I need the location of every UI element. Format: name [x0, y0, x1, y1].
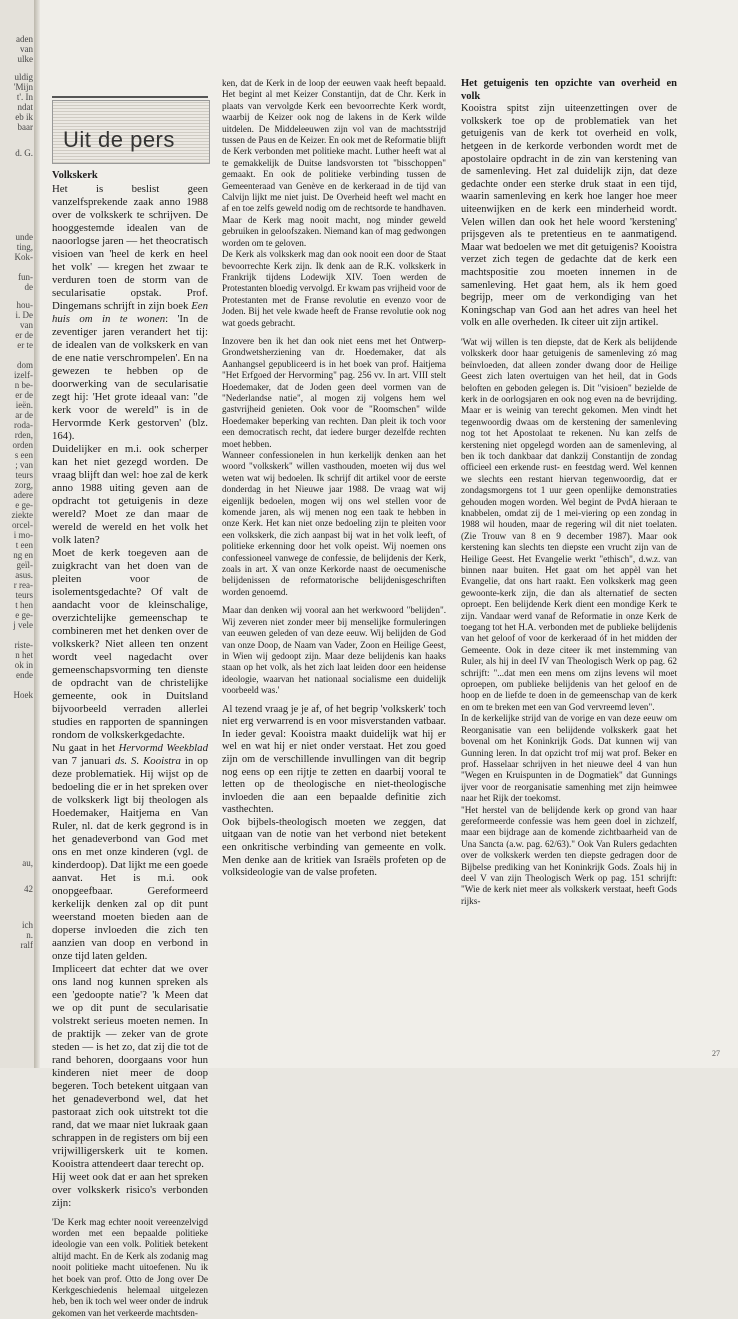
section-title: Uit de pers [63, 127, 175, 152]
bleed-fragment: s een [14, 450, 33, 460]
bleed-fragment: hou- [16, 300, 33, 310]
paragraph: Het is beslist geen vanzelfsprekende zaak anno 1988 over de volkskerk te schrijven. De hooggestemde idealen van de naoorlogse jaren — het theocratisch visioen van 'heel de kerk en heel het volk' — kregen het zwaar te verduren toen de storm van de secularisatie opstak. Prof. Dingemans schrijft in zijn boek Een huis om in te wonen: 'In de zeventiger jaren verandert het tij: de idealen van de volkskerk en van de ene natie verschrompelen'. En na gewezen te hebben op de doorwerking van de secularisatie zegt hij: 'Het grote ideaal van: "de kerk voor de wereld" is in de Hervormde Kerk gestorven' (blz. 164). [52, 182, 209, 442]
bleed-fragment: ende [16, 670, 33, 680]
quote-block: Inzovere ben ik het dan ook niet eens met het Ontwerp-Grondwetsherziening van dr. Hoedemaker, dat als Aanhangsel gepubliceerd is in het boek van prof. Haitjema "Het Erfgoed der Hervorming" pag. 256 vv. In art. VIII stelt Hoedemaker, dat de Joden geen deel vormen van de "Nederlandse natie", al mogen zij volgens hem wel gastvrijheid genieten. Ook voor de "Roomschen" wilde Hoedemaker beperking van rechten. Dan pleit ik toch voor een democratisch recht, dat iedere burger dezelfde rechten moet hebben. [222, 335, 446, 449]
bleed-fragment: i mo- [13, 530, 33, 540]
quote-block: In de kerkelijke strijd van de vorige en van deze eeuw om Reorganisatie van een belijdende volkskerk gaat het bovenal om het Koninkrijk Gods. Dat kunnen wij van Gunning leren. In dat opzicht trof mij wat prof. Beker en prof. Hasselaar schrijven in het nieuwe deel 4 van hun "Wegen en Kruispunten in de Dogmatiek" dat Gunnings ijver voor de reorganisatie samenhing met zijn heimwee naar het Rijk der toekomst. [461, 713, 677, 804]
bleed-fragment: j vele [13, 620, 33, 630]
paragraph: Impliceert dat echter dat we over ons land nog kunnen spreken als een 'gedoopte natie'? 'k Meen dat we op dit punt de secularisatie volstrekt serieus moeten nemen. In de praktijk — zeker van de grote steden — is het zo, dat zij die tot de rand behoren, doorgaans voor hun kinderen niet meer de doop begeren. Toch betekent uitgaan van het genadeverbond wel, dat het pastoraat zich ook uitstrekt tot die rand, dat we maar niet lukraak gaan schrappen in de registers om bij een vrijwilligerskerk uit te komen. Kooistra attendeert daar terecht op. [52, 962, 208, 1170]
bleed-fragment: teurs [15, 470, 33, 480]
column-3 [461, 78, 677, 907]
column-2 [222, 78, 446, 880]
bleed-fragment: 42 [24, 884, 33, 894]
bleed-fragment: Hoek [13, 690, 33, 700]
bleed-fragment: eb ik [15, 112, 33, 122]
column-1 [52, 170, 208, 1319]
column-1-body [52, 183, 208, 1210]
bleed-fragment: ulke [17, 54, 33, 64]
bleed-fragment: ich [22, 920, 33, 930]
bleed-fragment: ndat [17, 102, 33, 112]
previous-page-bleed [0, 0, 35, 1068]
quote-block: Wanneer confessionelen in hun kerkelijk denken aan het woord "volkskerk" willen vasthouden, moeten wij dus wel weten wat wij bedoelen. Ik schrijf dit artikel voor de eerste donderdag in het Nieuwe jaar 1988. De vraag wat wij eigenlijk bedoelen, mogen wij ons wel stellen voor de komende jaren, als wij menen nog een taak te hebben in onze Kerk. Het kan niet onze bedoeling zijn te pleiten voor een volkskerk, die zich aanpast bij wat in het volk leeft, of politieke erkenning door het volk opeist. Wij noemen ons confessioneel vanwege de confessie, de belijdenis der Kerk, zoals in art. X van onze Kerkorde naast de oecumenische belijdenissen de reformatorische belijdenisgeschriften worden genoemd. [222, 450, 446, 597]
quote-block: ken, dat de Kerk in de loop der eeuwen vaak heeft bepaald. Het begint al met Keizer Constantijn, dat de Chr. Kerk in plaats van vervolgde Kerk een bevoorrechte Kerk wordt, waarbij de Keizer ook nog de lakens in de Kerk wilde uitdelen. De Middeleeuwen zijn vol van de machtsstrijd tussen de Paus en de Keizer. En ook met de Reformatie blijft de Kerk verbonden met politieke macht. Luther heeft wat al te gemakkelijk de Duitse landsvorsten tot "bisschoppen" gemaakt. En ook de politieke verbinding tussen de Gemeenteraad van Genève en de kerkeraad in de tijd van Calvijn lijkt me niet juist. De Overheid heeft wel macht en af en toe zelfs geweld nodig om de rechtsorde te handhaven. Maar de Kerk mag nooit macht, nog minder geweld gebruiken in geloofszaken. Niemand kan of mag gedwongen worden om te geloven. [222, 78, 446, 248]
paragraph: Al tezend vraag je je af, of het begrip 'volkskerk' toch niet erg verwarrend is en voor misverstanden vatbaar. In ieder geval: Kooistra maakt duidelijk wat hij er wel en wat hij er niet onder verstaat. Het zou goed zijn om de verschillende invullingen van dit begrip nog eens op een rijtje te zetten en daarbij vooral te letten op de theologische en niet-theologische invloeden die aan een bepaalde definitie zich vasthechten. [222, 703, 446, 816]
page-number: 27 [712, 1049, 720, 1058]
bleed-fragment: ting, [16, 242, 33, 252]
bleed-fragment: 'Mijn [13, 82, 33, 92]
bleed-fragment: dom [16, 360, 33, 370]
bleed-fragment: ar de [15, 410, 33, 420]
bleed-fragment: Kok- [14, 252, 33, 262]
header-rule [52, 96, 208, 98]
bleed-fragment: t een [15, 540, 33, 550]
bleed-fragment: er de [15, 330, 33, 340]
bleed-fragment: ieën. [15, 400, 33, 410]
bleed-fragment: ; van [15, 460, 33, 470]
bleed-fragment: ok in [14, 660, 33, 670]
bleed-fragment: riste- [14, 640, 33, 650]
subsection-heading: Het getuigenis ten opzichte van overheid en volk [461, 78, 677, 102]
bleed-fragment: e ge- [15, 500, 33, 510]
bleed-fragment: ralf [20, 940, 33, 950]
bleed-fragment: er te [17, 340, 33, 350]
bleed-fragment: van [20, 44, 33, 54]
bleed-fragment: d. G. [15, 148, 33, 158]
bleed-fragment: fun- [18, 272, 33, 282]
bleed-fragment: zorg, [14, 480, 33, 490]
bleed-fragment: e ge- [15, 610, 33, 620]
quote-block: De Kerk als volkskerk mag dan ook nooit een door de Staat bevoorrechte Kerk zijn. Ik denk aan de R.K. volkskerk in Frankrijk tijdens Lodewijk XIV. Toen werden de Protestanten bloedig vervolgd. Er kwam pas vrijheid voor de Protestanten met de Franse revolutie en evenzo voor de Joden. Bij het vele kwade heeft de Franse revolutie ook nog wat goeds gebracht. [222, 249, 446, 328]
bleed-fragment: ziekte [11, 510, 33, 520]
bleed-fragment: er de [15, 390, 33, 400]
paragraph: Moet de kerk toegeven aan de zuigkracht van het doen van de pleiten voor de isolementsgedachte? Of valt de aandacht voor de kleinschalige, overzichtelijke gemeenschap te combineren met het denken over de volkskerk? Niet alleen ten onzent wordt veel nagedacht over gemeenschapsvorming ten dienste de opdracht van de christelijke gemeente, ook in Duitsland bijvoorbeeld verraden allerlei studies en rapporten de spanningen rondom de volkskerkgedachte. [52, 546, 208, 741]
bleed-fragment: orden [12, 440, 33, 450]
bleed-fragment: orcel- [12, 520, 33, 530]
paragraph: Duidelijker en m.i. ook scherper kan het niet gezegd worden. De vraag blijft dan wel: hoe zal de kerk anno 1988 uiting geven aan de opdracht tot getuigenis in deze wereld? Moet ze dan maar de wereld de wereld en het volk het volk laten? [52, 442, 208, 546]
paragraph: Nu gaat in het Hervormd Weekblad van 7 januari ds. S. Kooistra in op deze problematiek. Hij wijst op de bedoeling die er in het spreken over de volkskerk ligt bij theologen als Hoedemaker, Haitjema en Van Ruler, nl. dat de kerk gegrond is in het genadeverbond van God met ons en met onze kinderen (vgl. de kinderdoop). Dat lijkt me een goede aanvat. Het is m.i. ook onopgeefbaar. Gereformeerd kerkelijk denken zal op dit punt weerstand moeten bieden aan de doperse invloeden die zich ten aanzien van doop en verbond in onze tijd laten gelden. [52, 741, 208, 962]
bleed-fragment: unde [15, 232, 33, 242]
bleed-fragment: asus. [15, 570, 33, 580]
bleed-fragment: rden, [14, 430, 33, 440]
bleed-fragment: izelf- [14, 370, 33, 380]
bleed-fragment: ng en [13, 550, 33, 560]
bleed-fragment: n het [15, 650, 33, 660]
bleed-fragment: geïl- [16, 560, 33, 570]
bleed-fragment: teurs [15, 590, 33, 600]
bleed-fragment: aden [16, 34, 33, 44]
quote-block: "Het herstel van de belijdende kerk op grond van haar gereformeerde confessie was hem geen doel in zichzelf, maar een bijdrage aan de komende zichtbaarheid van de Una Sancta (a.w. pag. 62/63)." Ook Van Rulers gedachten over de volkskerk werden ten diepste gedragen door de Bijbelse prediking van het Koninkrijk Gods. Zoals hij in deel V van zijn Theologisch Werk op pag. 151 schrijft: "Wie de kerk niet meer als volkskerk verstaat, heeft Gods rijks- [461, 804, 677, 906]
bleed-fragment: uldig [14, 72, 33, 82]
bleed-fragment: i. De [15, 310, 33, 320]
paragraph: Kooistra spitst zijn uiteenzettingen over de volkskerk toe op de problematiek van het getuigenis van de kerk tot overheid en volk, hetgeen in de kerkorde verbonden wordt met de apostolaire opdracht in de zin van kerstening van de samenleving. Het zal duidelijk zijn, dat deze gedachte onder een sterke druk staat in een tijd, waarin samenleving en kerk hoe langer hoe meer uiteenwijken en de kerk een minderheid wordt. Velen willen dan ook het hele woord 'kerstening' prijsgeven als te pretentieus en te aanmatigend. Maar wat bedoelen we met dit getuigenis? Kooistra verzet zich tegen de gedachte dat de kerk een machtspositie zou moeten innemen in de samenleving. Het gaat hem, als ik hem goed begrijp, meer om de verkondiging van het Koningschap van God aan het adres van heel het volk en alle overheden. Ik citeer uit zijn artikel. [461, 103, 677, 329]
bleed-fragment: t hen [15, 600, 33, 610]
bleed-fragment: t'. In [16, 92, 33, 102]
quote-block: 'De Kerk mag echter nooit vereenzelvigd worden met een bepaalde politieke ideologie van een volk. Politiek betekent altijd macht. En de Kerk als zodanig mag nooit politieke macht uitoefenen. Nu ik het boek van prof. Otto de Jong over De Kerkgeschiedenis helemaal uitgelezen heb, ben ik toch wel weer onder de indruk gekomen van het verkeerde machtsden- [52, 1216, 208, 1318]
bleed-fragment: de [24, 282, 33, 292]
paragraph: Ook bijbels-theologisch moeten we zeggen, dat uitgaan van de notie van het verbond niet betekent een onkritische verbinding van gemeente en volk. Men denke aan de kritiek van Israëls profeten op de volksideologie van de valse profeten. [222, 816, 446, 879]
bleed-fragment: adere [13, 490, 33, 500]
bleed-fragment: n be- [14, 380, 33, 390]
paragraph: Hij weet ook dat er aan het spreken over volkskerk risico's verbonden zijn: [52, 1170, 208, 1209]
bleed-fragment: baar [17, 122, 33, 132]
quote-block: 'Wat wij willen is ten diepste, dat de Kerk als belijdende volkskerk door haar getuigenis de samenleving zó mag beïnvloeden, dat alleen zonder dwang door de Heilige Geest zich laten overtuigen van het heil, dat in Gods beloften en geboden gelegen is. Dit "visioen" bezielde de kerk in de oorlogsjaren en ook nog even na de bevrijding. Maar er is weinig van terecht gekomen. Men vindt het tegenwoordig dwaas om de kerstening der samenleving nog tot het Apostolaat te rekenen. Nu kan zelfs de kerstening niet opgelegd worden aan de samenleving, al ben ik toch dankbaar dat dankzij Constantijn de zondag officieel een erkende rust- en feestdag werd. Wel kennen we slechts een restant hiervan tegenwoordig, dat er zondagsmorgens tot 1 uur geen openlijke demonstraties gehouden mogen worden. Wel begint de PvdA hieraan te knabbelen, omdat zij de 1 mei-viering op een zondag in 1988 wil houden, maar de regering wil dit niet toelaten. (Zie Trouw van 8 en 9 december 1987). Maar ook kerstening kan slechts ten diepste een vrucht zijn van de Heilige Geest. Het Evangelie werkt "ethisch", d.w.z. van binnen naar buiten. Het gaat om het appèl van het Evangelie, dat ons hart raakt. Een volkskerk mag geen gewoonte-kerk zijn, die dan als alternatief de secten oproept. Een belijdende Kerk dient een mondige Kerk te zijn. Vandaar werd vanaf de Reformatie in onze Kerk de toegang tot het H.A. verbonden met de publieke belijdenis van het geloof of voor de kerkeraad óf in het midden der Gemeente. Ook in deze citeer ik met instemming van Ruler, als hij in deel IV van Theologisch Werk op pag. 62 schrijft: "...dat men een mens om zijns levens wil moet oproepen, om publieke belijdenis van het geloof en de hoop en de liefde te doen in de gemeenschap van de kerk en om te breken met een van God vervreemd leven". [461, 336, 677, 712]
bleed-fragment: au, [22, 858, 33, 868]
bleed-fragment: n. [26, 930, 33, 940]
bleed-fragment: van [20, 320, 33, 330]
bleed-fragment: roda- [14, 420, 33, 430]
bleed-fragment: r rea- [13, 580, 33, 590]
article-heading: Volkskerk [52, 170, 98, 181]
section-header-box [52, 100, 210, 164]
quote-block: Maar dan denken wij vooral aan het werkwoord "belijden". Wij zeveren niet zonder meer bij menselijke formuleringen van eeuwen geleden of van deze eeuw. Wij belijden de God van onze Doop, de Naam van Vader, Zoon en Heilige Geest, in Wien wij gedoopt zijn. Maar deze belijdenis kan haaks staan op het volk, als het zich laat leiden door een heidense ideologie, waarvan het nationaal socialisme een duidelijk voorbeeld was.' [222, 605, 446, 696]
